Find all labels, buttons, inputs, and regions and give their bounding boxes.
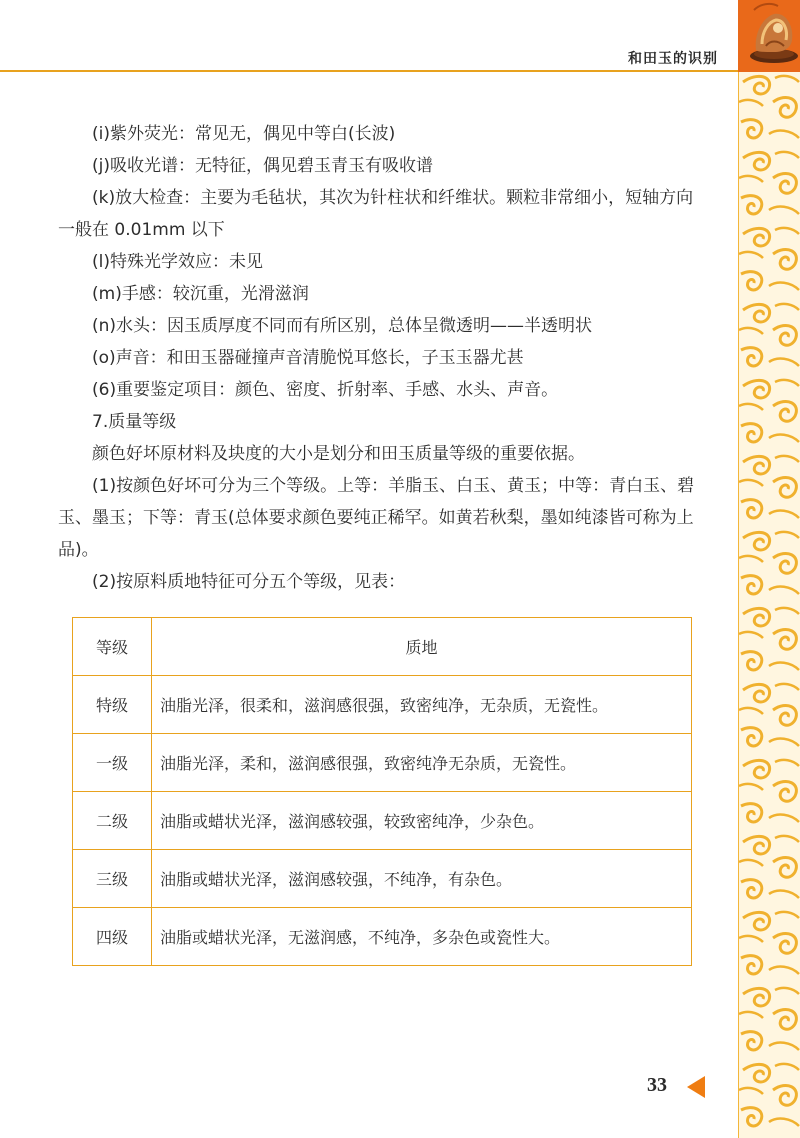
paragraph-hand-feel: (m)手感：较沉重，光滑滋润 <box>92 284 309 304</box>
decorative-side-border <box>738 72 800 1138</box>
paragraph-sound: (o)声音：和田玉器碰撞声音清脆悦耳悠长，子玉玉器尤甚 <box>92 348 524 368</box>
paragraph-key-identification: (6)重要鉴定项目：颜色、密度、折射率、手感、水头、声音。 <box>92 380 559 400</box>
running-header-title: 和田玉的识别 <box>628 51 718 67</box>
paragraph-translucency: (n)水头：因玉质厚度不同而有所区别，总体呈微透明——半透明状 <box>92 316 593 336</box>
table-header-row <box>73 618 692 676</box>
table-cell-grade: 一级 <box>73 734 152 792</box>
paragraph-absorption-spectrum: (j)吸收光谱：无特征，偶见碧玉青玉有吸收谱 <box>92 156 433 176</box>
table-row <box>73 676 692 734</box>
paragraph-magnification: (k)放大检查：主要为毛毡状，其次为针柱状和纤维状。颗粒非常细小，短轴方向一般在 0.01mm 以下 <box>58 188 694 240</box>
header-rule <box>0 70 738 72</box>
table-cell-grade: 二级 <box>73 792 152 850</box>
table-row <box>73 908 692 966</box>
corner-decoration <box>738 0 800 72</box>
paragraph-optical-effect: (l)特殊光学效应：未见 <box>92 252 263 272</box>
paragraph-grading-basis: 颜色好坏原材料及块度的大小是划分和田玉质量等级的重要依据。 <box>92 444 585 464</box>
paragraph-uv-fluorescence: (i)紫外荧光：常见无，偶见中等白(长波) <box>92 124 396 144</box>
table-cell-texture: 油脂或蜡状光泽，滋润感较强，不纯净，有杂色。 <box>152 850 692 908</box>
table-row <box>73 792 692 850</box>
paragraph-texture-grades: (2)按原料质地特征可分五个等级，见表： <box>92 572 406 592</box>
table-cell-texture: 油脂或蜡状光泽，无滋润感，不纯净，多杂色或瓷性大。 <box>152 908 692 966</box>
table-cell-grade: 特级 <box>73 676 152 734</box>
paragraph-color-grades: (1)按颜色好坏可分为三个等级。上等：羊脂玉、白玉、黄玉；中等：青白玉、碧玉、墨玉；下等：青玉(总体要求颜色要纯正稀罕。如黄若秋梨，墨如纯漆皆可称为上品)。 <box>58 476 695 560</box>
cloud-pattern-icon <box>739 72 800 1138</box>
table-cell-texture: 油脂或蜡状光泽，滋润感较强，较致密纯净，少杂色。 <box>152 792 692 850</box>
table-cell-grade: 三级 <box>73 850 152 908</box>
table-header-grade: 等级 <box>73 618 152 676</box>
table-cell-texture: 油脂光泽，柔和，滋润感很强，致密纯净无杂质，无瓷性。 <box>152 734 692 792</box>
table-cell-grade: 四级 <box>73 908 152 966</box>
section-heading-quality-grade: 7.质量等级 <box>92 412 177 432</box>
quality-grade-table <box>72 617 692 966</box>
table-cell-texture: 油脂光泽，很柔和，滋润感很强，致密纯净，无杂质，无瓷性。 <box>152 676 692 734</box>
page-arrow-icon <box>687 1076 705 1098</box>
jade-carving-icon <box>748 0 800 64</box>
body-text <box>58 118 710 598</box>
table-row <box>73 734 692 792</box>
table-row <box>73 850 692 908</box>
table-header-texture: 质地 <box>152 618 692 676</box>
page-number: 33 <box>647 1074 667 1096</box>
